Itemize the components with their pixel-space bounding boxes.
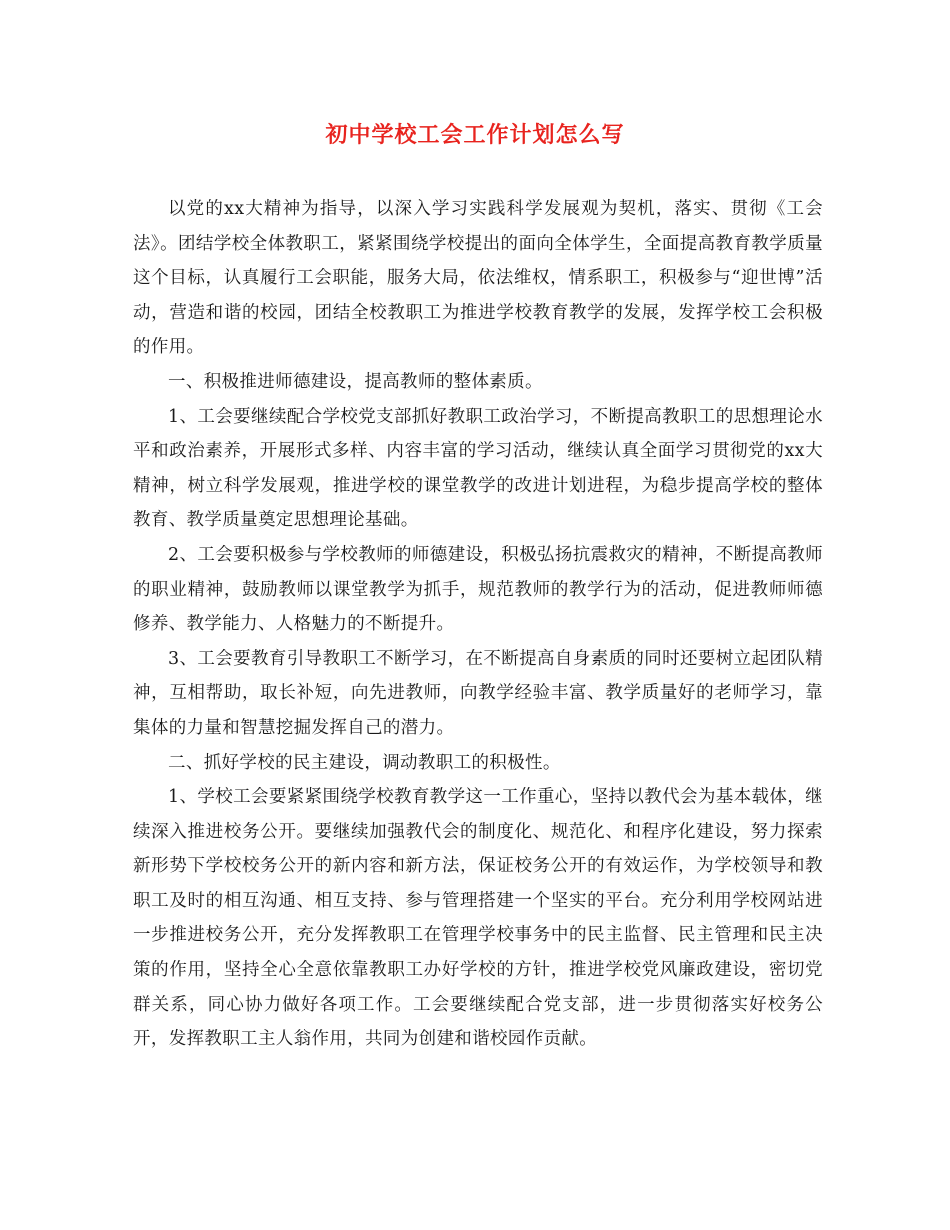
section-heading-1: 一、积极推进师德建设，提高教师的整体素质。 <box>168 371 543 392</box>
paragraph-2-1: 1、学校工会要紧紧围绕学校教育教学这一工作重心，坚持以教代会为基本载体，继续深入推进校务公开。要继续加强教代会的制度化、规范化、和程序化建设，努力探索新形势下学校校务公开的新内容和新方法，保证校务公开的有效运作，为学校领导和教职工及时的相互沟通、相互支持、参与管理搭建一个坚实的平台。充分利用学校网站进一步推进校务公开，充分发挥教职工在管理学校事务中的民主监督、民主管理和民主决策的作用，坚持全心全意依靠教职工办好学校的方针，推进学校党风廉政建设，密切党群关系，同心协力做好各项工作。工会要继续配合党支部，进一步贯彻落实好校务公开，发挥教职工主人翁作用，共同为创建和谐校园作贡献。 <box>133 787 823 1050</box>
paragraph-1-2: 2、工会要积极参与学校教师的师德建设，积极弘扬抗震救灾的精神，不断提高教师的职业精神，鼓励教师以课堂教学为抓手，规范教师的教学行为的活动，促进教师师德修养、教学能力、人格魅力的不断提升。 <box>133 544 823 635</box>
document-title: 初中学校工会工作计划怎么写 <box>325 122 625 148</box>
paragraph-intro: 以党的xx大精神为指导，以深入学习实践科学发展观为契机，落实、贯彻《工会法》。团结学校全体教职工，紧紧围绕学校提出的面向全体学生，全面提高教育教学质量这个目标，认真履行工会职能，服务大局，依法维权，情系职工，积极参与“迎世博”活动，营造和谐的校园，团结全校教职工为推进学校教育教学的发展，发挥学校工会积极的作用。 <box>133 199 823 358</box>
paragraph-1-3: 3、工会要教育引导教职工不断学习，在不断提高自身素质的同时还要树立起团队精神，互相帮助，取长补短，向先进教师，向教学经验丰富、教学质量好的老师学习，靠集体的力量和智慧挖掘发挥自己的潜力。 <box>133 648 823 738</box>
section-heading-2: 二、抓好学校的民主建设，调动教职工的积极性。 <box>168 752 561 773</box>
paragraph-1-1: 1、工会要继续配合学校党支部抓好教职工政治学习，不断提高教职工的思想理论水平和政治素养，开展形式多样、内容丰富的学习活动，继续认真全面学习贯彻党的xx大精神，树立科学发展观，推进学校的课堂教学的改进计划进程，为稳步提高学校的整体教育、教学质量奠定思想理论基础。 <box>133 406 823 531</box>
document-body <box>133 192 823 1057</box>
